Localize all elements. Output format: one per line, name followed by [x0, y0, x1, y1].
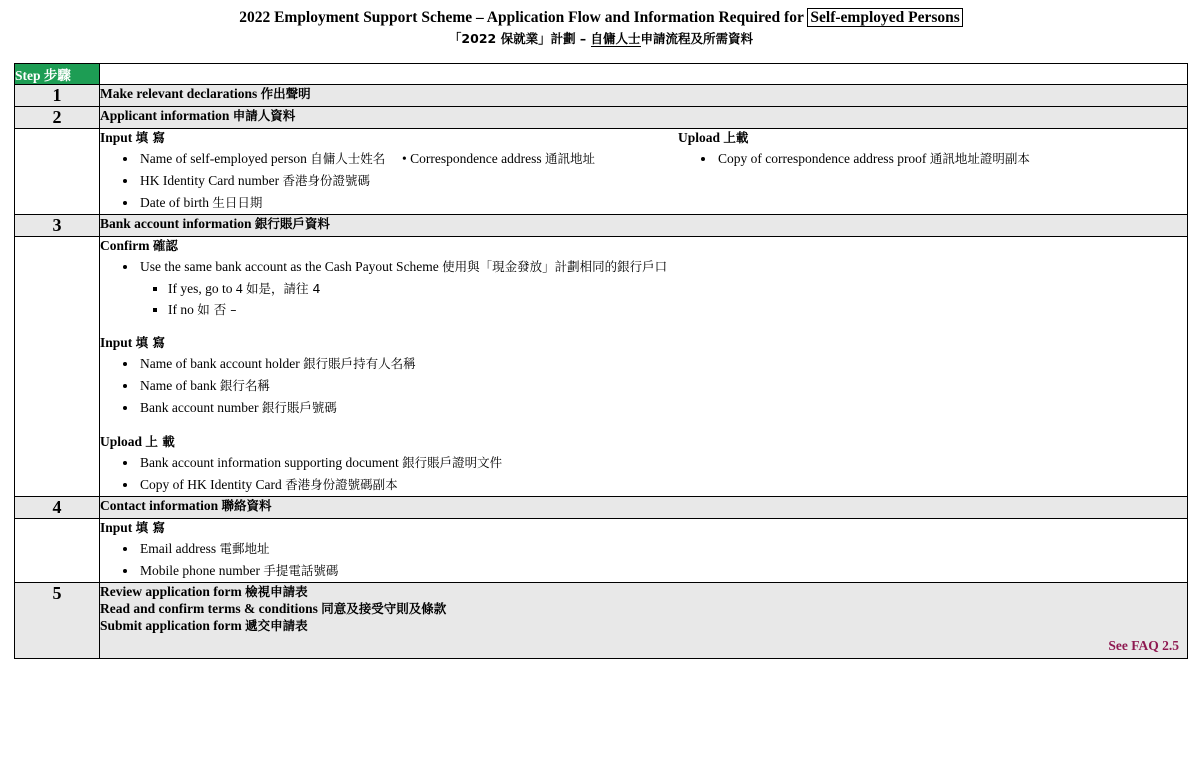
title-english-text: 2022 Employment Support Scheme – Application Flow and Information Required for [239, 9, 808, 26]
step-2-upload-heading [678, 129, 1187, 146]
step-3-confirm-sub-1-en: If yes, go to 4 [168, 281, 243, 296]
step-2-input-item-1-zh: 自傭人士姓名 [310, 151, 386, 166]
step-2-title-en: Applicant information [100, 108, 230, 123]
step-2-input-item-extra-en: Correspondence address [410, 151, 542, 166]
step-4-input-list [100, 538, 1187, 582]
step-number-1: 1 [15, 85, 100, 107]
step-1-title-en: Make relevant declarations [100, 86, 258, 101]
step-5-line-1-zh: 檢視申請表 [245, 584, 308, 599]
table-row-step-1 [15, 85, 1188, 107]
step-2-upload-heading-en: Upload [678, 130, 721, 145]
step-title-3 [100, 215, 1188, 237]
step-2-upload-item-1-en: Copy of correspondence address proof [718, 151, 927, 166]
step-number-blank-4 [15, 519, 100, 583]
step-2-input-group [100, 129, 678, 214]
step-2-input-item-2-en: HK Identity Card number [140, 173, 280, 188]
title-chinese-prefix: 「2022 保就業」計劃 – [448, 31, 591, 46]
title-line-english [0, 7, 1202, 28]
document-title [0, 0, 1202, 50]
step-number-blank-2 [15, 129, 100, 215]
step-3-confirm-sub-1-zh: 如是，請往 4 [246, 281, 321, 296]
step-3-input-heading-en: Input [100, 335, 133, 350]
list-item [168, 278, 1187, 299]
step-3-upload-item-1-en: Bank account information supporting document [140, 455, 399, 470]
step-4-input-item-1-en: Email address [140, 541, 217, 556]
step-3-upload-list [100, 452, 1187, 496]
step-5-line-1-en: Review application form [100, 584, 242, 599]
step-2-upload-heading-zh: 上載 [723, 130, 749, 145]
table-row-step-3 [15, 215, 1188, 237]
table-row-step-3-detail [15, 237, 1188, 497]
step-3-detail [100, 237, 1188, 497]
step-3-input-item-3-en: Bank account number [140, 400, 259, 415]
step-3-input-item-2-en: Name of bank [140, 378, 217, 393]
step-3-confirm-item-zh: 使用與「現金發放」計劃相同的銀行戶口 [442, 259, 668, 274]
step-2-upload-group [678, 129, 1187, 170]
step-number-4: 4 [15, 497, 100, 519]
step-2-input-list [100, 148, 678, 214]
list-item [716, 148, 1187, 170]
list-item [138, 397, 1187, 419]
step-3-input-item-1-zh: 銀行賬戶持有人名稱 [303, 356, 416, 371]
step-3-confirm-sub-2-en: If no [168, 302, 194, 317]
step-5-line-1 [100, 583, 1187, 600]
step-4-input-heading-en: Input [100, 520, 133, 535]
step-number-2: 2 [15, 107, 100, 129]
title-english-boxed-term: Self-employed Persons [807, 8, 962, 27]
table-header-row [15, 64, 1188, 85]
table-row-step-2-detail [15, 129, 1188, 215]
step-3-input-heading-zh: 填 寫 [135, 335, 166, 350]
list-item [138, 353, 1187, 375]
step-title-2 [100, 107, 1188, 129]
step-3-confirm-heading-zh: 確認 [152, 238, 178, 253]
step-5-detail [100, 583, 1188, 659]
step-2-title-zh: 申請人資料 [232, 108, 296, 123]
table-row-step-4-detail [15, 519, 1188, 583]
step-4-title-zh: 聯絡資料 [221, 498, 272, 513]
step-4-input-item-1-zh: 電郵地址 [219, 541, 270, 556]
step-3-input-item-2-zh: 銀行名稱 [219, 378, 270, 393]
title-chinese-suffix: 申請流程及所需資料 [640, 31, 754, 46]
step-3-input-item-1-en: Name of bank account holder [140, 356, 300, 371]
list-item [138, 560, 1187, 582]
step-5-line-2-en: Read and confirm terms & conditions [100, 601, 318, 616]
list-item [138, 375, 1187, 397]
step-3-input-item-3-zh: 銀行賬戶號碼 [261, 400, 337, 415]
step-3-confirm-sub-2-zh: 如 否 – [197, 302, 237, 317]
step-4-detail [100, 519, 1188, 583]
title-line-chinese [0, 28, 1202, 50]
step-3-input-heading [100, 334, 1187, 351]
step-2-input-item-3-zh: 生日日期 [212, 195, 263, 210]
list-item [138, 538, 1187, 560]
step-5-line-3-zh: 遞交申請表 [245, 618, 308, 633]
step-3-confirm-sublist [140, 278, 1187, 320]
step-number-blank-3 [15, 237, 100, 497]
step-3-upload-heading [100, 433, 1187, 450]
table-row-step-5 [15, 583, 1188, 659]
title-chinese-underlined-term: 自傭人士 [590, 31, 641, 46]
step-number-5: 5 [15, 583, 100, 659]
header-detail [100, 64, 1188, 85]
step-2-input-item-3-en: Date of birth [140, 195, 209, 210]
list-item [138, 474, 1187, 496]
step-3-upload-item-2-zh: 香港身份證號碼副本 [285, 477, 398, 492]
list-item [168, 299, 1187, 320]
step-4-input-item-2-zh: 手提電話號碼 [263, 563, 339, 578]
step-4-input-heading-zh: 填 寫 [135, 520, 166, 535]
step-3-confirm-heading-en: Confirm [100, 238, 150, 253]
step-5-line-2-zh: 同意及接受守則及條款 [321, 601, 447, 616]
step-3-title-zh: 銀行賬戶資料 [254, 216, 330, 231]
step-4-title-en: Contact information [100, 498, 219, 513]
step-3-confirm-list [100, 256, 1187, 320]
step-1-title-zh: 作出聲明 [260, 86, 311, 101]
step-5-line-2 [100, 600, 1187, 617]
table-row-step-2 [15, 107, 1188, 129]
list-item: • Name of self-employed person 自傭人士姓名 • Correspondence address 通訊地址 [138, 148, 678, 170]
step-2-input-heading [100, 129, 678, 146]
step-3-confirm-heading [100, 237, 1187, 254]
step-3-upload-item-1-zh: 銀行賬戶證明文件 [402, 455, 503, 470]
step-title-1 [100, 85, 1188, 107]
step-2-input-item-extra-zh: 通訊地址 [545, 151, 596, 166]
list-item [138, 452, 1187, 474]
table-row-step-4 [15, 497, 1188, 519]
step-4-input-heading [100, 519, 1187, 536]
step-3-title-en: Bank account information [100, 216, 252, 231]
step-number-3: 3 [15, 215, 100, 237]
step-4-input-item-2-en: Mobile phone number [140, 563, 260, 578]
step-3-upload-heading-zh: 上 載 [145, 434, 175, 449]
header-step: Step 步驟 [15, 64, 100, 85]
step-3-upload-item-2-en: Copy of HK Identity Card [140, 477, 282, 492]
step-3-input-list [100, 353, 1187, 419]
step-title-4 [100, 497, 1188, 519]
step-2-upload-item-1-zh: 通訊地址證明副本 [929, 151, 1030, 166]
step-3-confirm-item-en: Use the same bank account as the Cash Payout Scheme [140, 259, 439, 274]
step-2-upload-list [678, 148, 1187, 170]
step-5-line-3-en: Submit application form [100, 618, 242, 633]
step-5-line-3 [100, 617, 1187, 634]
list-item [138, 192, 678, 214]
step-3-upload-heading-en: Upload [100, 434, 143, 449]
list-item [138, 170, 678, 192]
step-2-detail [100, 129, 1188, 215]
step-2-input-heading-zh: 填 寫 [135, 130, 166, 145]
step-2-input-item-1-en: Name of self-employed person [140, 151, 307, 166]
step-2-input-heading-en: Input [100, 130, 133, 145]
list-item [138, 256, 1187, 320]
application-flow-table [14, 63, 1188, 659]
step-2-input-item-2-zh: 香港身份證號碼 [282, 173, 370, 188]
faq-reference[interactable]: See FAQ 2.5 [1108, 638, 1179, 653]
